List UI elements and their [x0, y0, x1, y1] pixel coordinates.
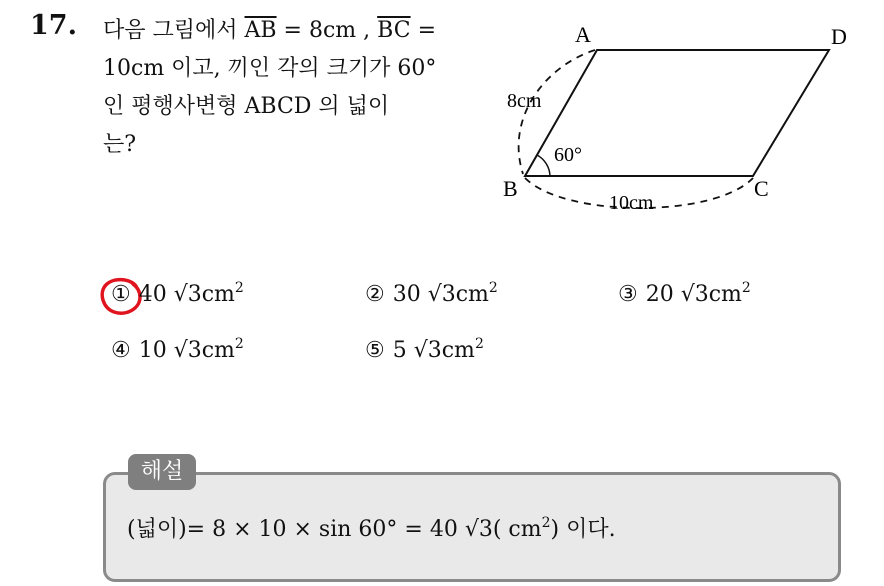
vertex-a-label: A [575, 22, 591, 47]
answer-choices [108, 280, 848, 380]
choice-1-mark: ① [111, 282, 131, 307]
vertex-b-label: B [503, 176, 518, 201]
explanation-exponent: 2 [541, 515, 551, 531]
choice-5-exponent: 2 [474, 336, 484, 352]
question-number: 17. [30, 10, 77, 41]
side-bc-label: 10cm [609, 192, 654, 214]
question-line-3: 인 평행사변형 ABCD 의 넓이 [103, 94, 390, 119]
choice-5-mark: ⑤ [365, 338, 385, 363]
choice-2[interactable] [365, 280, 498, 307]
choice-3-value: 20 √3cm [645, 282, 742, 307]
choice-2-exponent: 2 [488, 280, 498, 296]
choice-4-mark: ④ [111, 338, 131, 363]
choice-2-value: 30 √3cm [392, 282, 489, 307]
choice-3[interactable] [618, 280, 751, 307]
question-line-4: 는? [103, 132, 137, 157]
question-line-2: 10cm 이고, 끼인 각의 크기가 60° [103, 56, 437, 81]
choice-4-value: 10 √3cm [138, 338, 235, 363]
question-text [103, 12, 478, 164]
angle-arc [537, 155, 550, 176]
choice-1-value: 40 √3cm [138, 282, 235, 307]
choice-3-mark: ③ [618, 282, 638, 307]
vertex-c-label: C [754, 176, 769, 201]
explanation-text-end: ) 이다. [550, 517, 616, 542]
choice-1[interactable] [111, 280, 244, 307]
segment-bc: $\overline{BC}$ [377, 18, 411, 43]
question-line-1-mid: = 8cm , [276, 18, 378, 43]
side-ab-label: 8cm [507, 90, 542, 112]
segment-ab: $\overline{AB}$ [244, 18, 277, 43]
question-line-1 [103, 12, 478, 50]
choice-3-exponent: 2 [741, 280, 751, 296]
parallelogram-figure [495, 18, 865, 228]
choice-4[interactable] [111, 336, 244, 363]
vertex-d-label: D [831, 24, 847, 49]
choice-5[interactable] [365, 336, 484, 363]
question-line-1-end: = [410, 18, 437, 43]
explanation-text-main: (넓이)= 8 × 10 × sin 60° = 40 √3( cm [127, 517, 542, 542]
explanation-text [127, 512, 616, 543]
choice-5-value: 5 √3cm [392, 338, 475, 363]
choice-4-exponent: 2 [234, 336, 244, 352]
choice-2-mark: ② [365, 282, 385, 307]
question-line-1-start: 다음 그림에서 [103, 18, 245, 43]
choice-1-exponent: 2 [234, 280, 244, 296]
explanation-tag: 해설 [128, 454, 196, 490]
angle-label: 60° [554, 144, 582, 166]
